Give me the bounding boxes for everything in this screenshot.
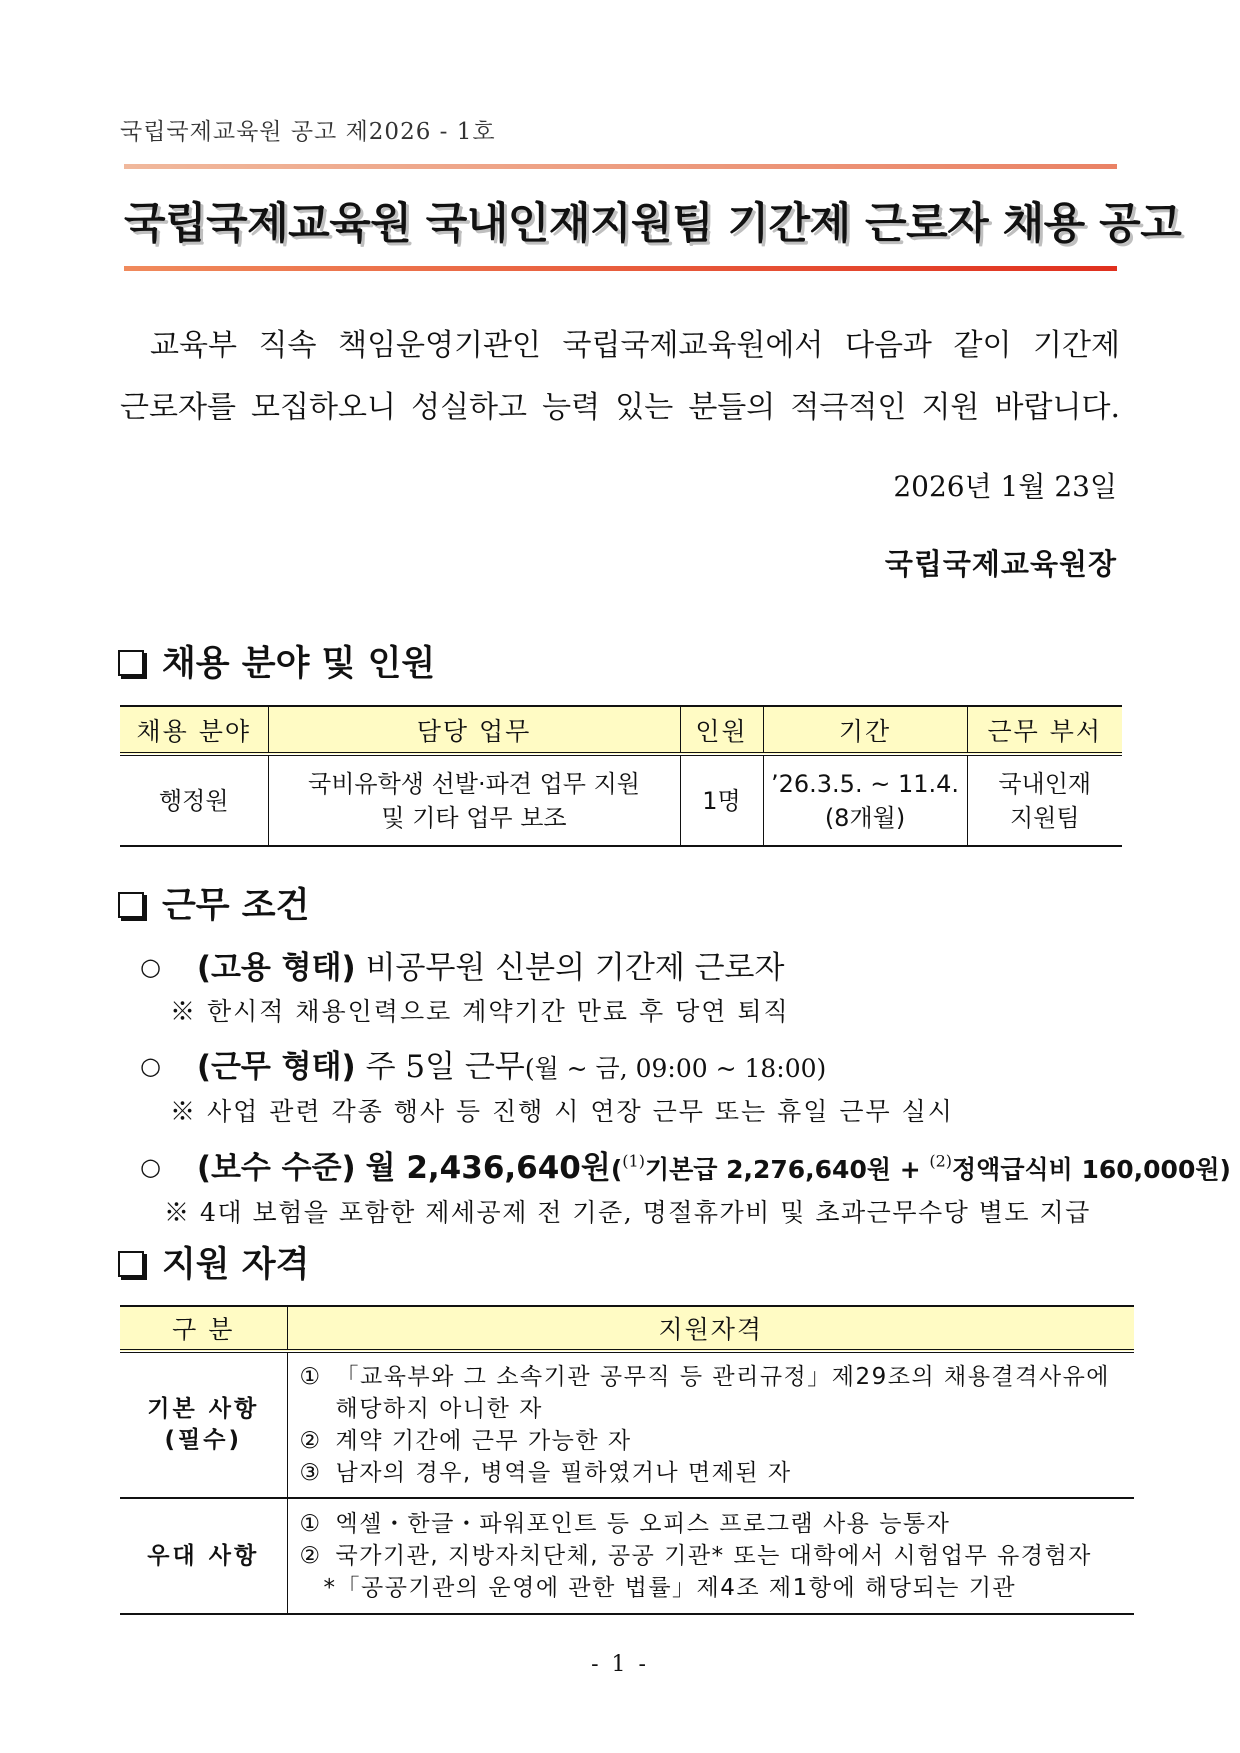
- intro-line-2: 근로자를 모집하오니 성실하고 능력 있는 분들의 적극적인 지원 바랍니다.: [120, 390, 1120, 425]
- preferred-items: [287, 1498, 1134, 1614]
- pay-sup-1: (1): [622, 1151, 645, 1171]
- work-hours: (월 ~ 금, 09:00 ~ 18:00): [524, 1054, 827, 1083]
- dept-line-2: 지원팀: [1009, 803, 1080, 832]
- title-rule-top: [124, 164, 1117, 169]
- list-item: ② 계약 기간에 근무 가능한 자: [299, 1428, 632, 1454]
- list-item: ① 「교육부와 그 소속기관 공무직 등 관리규정」제29조의 채용결격사유에 해당하지 아니한 자: [299, 1364, 1111, 1422]
- notice-number: 국립국제교육원 공고 제2026 - 1호: [120, 119, 496, 145]
- header-field: 채용 분야: [120, 706, 268, 754]
- work-text: 주 5일 근무: [365, 1049, 525, 1085]
- preferred-category: 우대 사항: [120, 1498, 287, 1614]
- section-title: 채용 분야 및 인원: [162, 644, 436, 684]
- section-recruitment-heading: [118, 636, 435, 686]
- footnote: *「공공기관의 운영에 관한 법률」제4조 제1항에 해당되는 기관: [323, 1575, 1017, 1601]
- section-title: 근무 조건: [162, 886, 310, 926]
- checkbox-square-icon: [118, 892, 144, 918]
- table-header-row: [120, 706, 1122, 754]
- section-conditions-heading: [118, 878, 309, 928]
- header-qualification: 지원자격: [287, 1306, 1134, 1351]
- header-duty: 담당 업무: [268, 706, 680, 754]
- cell-period: [763, 754, 967, 846]
- employment-text: 비공무원 신분의 기간제 근로자: [365, 950, 785, 986]
- section-qualifications-heading: [118, 1237, 309, 1287]
- header-category: 구 분: [120, 1306, 287, 1351]
- employment-label: (고용 형태): [196, 950, 356, 986]
- header-period: 기간: [763, 706, 967, 754]
- header-department: 근무 부서: [967, 706, 1122, 754]
- basic-category: [120, 1351, 287, 1498]
- period-line-2: (8개월): [824, 803, 906, 832]
- duty-line-2: 및 기타 업무 보조: [381, 803, 567, 832]
- pay-base: 기본급 2,276,640원 +: [644, 1155, 930, 1184]
- checkbox-square-icon: [118, 650, 144, 676]
- table-row: [120, 1498, 1134, 1614]
- qualifications-table: [120, 1305, 1134, 1615]
- list-item: ① 엑셀・한글・파워포인트 등 오피스 프로그램 사용 능통자: [299, 1511, 951, 1537]
- pay-note: ※ 4대 보험을 포함한 제세공제 전 기준, 명절휴가비 및 초과근무수당 별도 지급: [164, 1198, 1091, 1227]
- table-row: [120, 754, 1122, 846]
- issuer-signature: 국립국제교육원장: [884, 547, 1117, 581]
- pay-level-item: [140, 1142, 1231, 1187]
- basic-items: [287, 1351, 1134, 1498]
- intro-line-1: 교육부 직속 책임운영기관인 국립국제교육원에서 다음과 같이 기간제: [150, 328, 1120, 363]
- period-line-1: ’26.3.5. ~ 11.4.: [770, 769, 960, 798]
- employment-type-item: [140, 942, 784, 987]
- work-note: ※ 사업 관련 각종 행사 등 진행 시 연장 근무 또는 휴일 근무 실시: [170, 1097, 954, 1126]
- table-header-row: [120, 1306, 1134, 1351]
- header-count: 인원: [680, 706, 763, 754]
- section-title: 지원 자격: [162, 1245, 310, 1285]
- pay-label: (보수 수준): [196, 1150, 356, 1186]
- list-item: ③ 남자의 경우, 병역을 필하였거나 면제된 자: [299, 1460, 792, 1486]
- list-item: ② 국가기관, 지방자치단체, 공공 기관* 또는 대학에서 시험업무 유경험자: [299, 1543, 1092, 1569]
- circle-bullet-icon: ○: [140, 1153, 161, 1181]
- basic-label: 기본 사항: [147, 1396, 260, 1422]
- cell-duty: [268, 754, 680, 846]
- document-title: 국립국제교육원 국내인재지원팀 기간제 근로자 채용 공고: [124, 199, 1182, 249]
- announcement-date: 2026년 1월 23일: [893, 470, 1117, 503]
- pay-sup-2: (2): [929, 1151, 953, 1171]
- cell-count: 1명: [680, 754, 763, 846]
- pay-total: 월 2,436,640원: [365, 1150, 611, 1186]
- cell-department: [967, 754, 1122, 846]
- circle-bullet-icon: ○: [140, 1052, 161, 1080]
- duty-line-1: 국비유학생 선발·파견 업무 지원: [308, 769, 640, 798]
- page-number: - 1 -: [591, 1652, 649, 1677]
- checkbox-square-icon: [118, 1251, 144, 1277]
- cell-field: 행정원: [120, 754, 268, 846]
- pay-meal: 정액급식비 160,000원): [952, 1155, 1231, 1184]
- basic-required: (필수): [164, 1427, 242, 1453]
- pay-open: (: [610, 1155, 623, 1184]
- table-row: [120, 1351, 1134, 1498]
- work-label: (근무 형태): [196, 1049, 356, 1085]
- intro-paragraph: [120, 315, 1120, 439]
- title-rule-bottom: [124, 266, 1117, 271]
- dept-line-1: 국내인재: [998, 769, 1092, 798]
- recruitment-table: [120, 705, 1122, 847]
- circle-bullet-icon: ○: [140, 953, 161, 981]
- employment-note: ※ 한시적 채용인력으로 계약기간 만료 후 당연 퇴직: [170, 997, 790, 1026]
- work-type-item: [140, 1041, 826, 1086]
